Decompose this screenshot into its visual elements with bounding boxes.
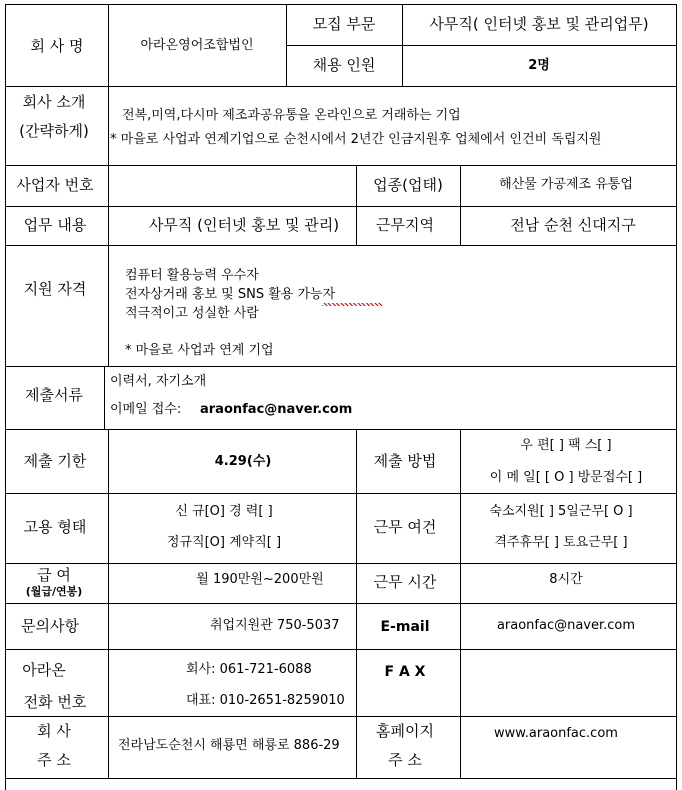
row-divider [286,45,677,46]
hours: 8시간 [549,572,583,587]
phone-label-sub: 전화 번호 [23,693,87,711]
email-label: E-mail [380,619,430,635]
row-divider [5,603,677,604]
col-divider [108,86,109,165]
spellcheck-underline [322,303,382,306]
qualification-label: 지원 자격 [23,280,87,298]
col-divider [108,206,109,245]
recruit-dept-label: 모집 부문 [312,15,376,33]
duty-label: 업무 내용 [23,216,87,234]
intro-text: 전복,미역,다시마 제조과공유통을 온라인으로 거래하는 기업 [122,108,461,123]
col-divider [356,165,357,206]
row-divider [5,493,677,494]
fax-label: F A X [384,664,426,680]
employment-type: 신 규[O] 경 력[ ] [175,504,273,519]
col-divider [356,206,357,245]
region: 전남 순천 신대지구 [510,216,636,234]
row-divider [5,429,677,430]
contact: 취업지원관 750-5037 [210,618,340,633]
documents-label: 제출서류 [25,386,83,404]
table-border-left [5,4,6,790]
table-border-top [5,4,677,5]
row-divider [5,366,677,367]
col-divider [356,603,357,649]
col-divider [108,603,109,649]
representative-phone: 대표: 010-2651-8259010 [186,693,345,708]
homepage-label: 홈페이지 [376,722,434,740]
col-divider [108,563,109,603]
homepage-link[interactable]: www.araonfac.com [494,726,618,741]
col-divider [286,4,287,86]
col-divider [108,165,109,206]
col-divider [460,649,461,716]
intro-label: 회사 소개 [22,93,86,111]
recruit-dept: 사무직( 인터넷 홍보 및 관리업무) [429,15,649,33]
qualification-line: 전자상거래 홍보 및 SNS 활용 가능자 [125,287,336,302]
col-divider [460,493,461,563]
row-divider [5,86,677,87]
method-options: 이 메 일[ [ O ] 방문접수[ ] [489,470,643,485]
qualification-note: * 마을로 사업과 연계 기업 [125,343,274,358]
contact-label: 문의사항 [21,617,79,635]
region-label: 근무지역 [376,216,434,234]
qualification-line: 컴퓨터 활용능력 우수자 [125,268,259,283]
method-label: 제출 방법 [373,452,437,470]
company-phone: 회사: 061-721-6088 [186,662,312,677]
email-submit-prefix: 이메일 접수: [110,402,182,417]
industry: 해산물 가공제조 유통업 [499,177,633,192]
row-divider [5,778,677,779]
conditions: 숙소지원[ ] 5일근무[ O ] [489,504,633,519]
col-divider [108,649,109,716]
intro-note: * 마을로 사업과 연계기업으로 순천시에서 2년간 인금지원후 업체에서 인건비 독립지원 [110,132,602,147]
employment-contract: 정규직[O] 계약직[ ] [166,535,282,550]
phone-label: 아라온 [22,661,66,679]
col-divider [460,563,461,603]
employment-label: 고용 형태 [23,518,87,536]
col-divider [108,4,109,86]
address-label-sub: 주 소 [37,751,71,769]
documents-list: 이력서, 자기소개 [110,374,207,389]
col-divider [460,603,461,649]
col-divider [104,366,105,429]
row-divider [5,165,677,166]
col-divider [108,716,109,778]
col-divider [460,716,461,778]
col-divider [356,649,357,716]
salary: 월 190만원~200만원 [196,572,324,587]
intro-label-sub: (간략하게) [19,122,89,140]
headcount-label: 채용 인원 [312,56,376,74]
col-divider [356,493,357,563]
table-border-right [676,4,677,790]
address: 전라남도순천시 해룡면 해룡로 886-29 [118,738,340,753]
row-divider [5,245,677,246]
conditions-label: 근무 여건 [373,518,437,536]
address-label: 회 사 [37,722,71,740]
method-options: 우 편[ ] 팩 스[ ] [520,438,612,453]
industry-label: 업종(업태) [373,176,443,194]
row-divider [5,563,677,564]
salary-label: 급 여 [37,566,71,584]
headcount: 2명 [528,58,550,73]
col-divider [460,206,461,245]
biz-no-label: 사업자 번호 [16,176,94,194]
col-divider [460,429,461,493]
row-divider [5,716,677,717]
col-divider [108,429,109,493]
salary-label-sub: (월급/연봉) [25,585,83,598]
row-divider [5,649,677,650]
email-submit-address: araonfac@naver.com [200,402,353,417]
qualification-line: 적극적이고 성실한 사람 [125,306,259,321]
homepage-label-sub: 주 소 [388,751,422,769]
deadline: 4.29(수) [214,454,272,469]
company-name: 아라온영어조합법인 [140,38,254,53]
col-divider [108,245,109,366]
col-divider [460,165,461,206]
conditions: 격주휴무[ ] 토요근무[ ] [494,535,628,550]
col-divider [108,493,109,563]
hours-label: 근무 시간 [373,573,437,591]
deadline-label: 제출 기한 [23,452,87,470]
company-name-label: 회 사 명 [30,37,84,55]
row-divider [5,206,677,207]
col-divider [402,4,403,86]
col-divider [356,716,357,778]
duty: 사무직 (인터넷 홍보 및 관리) [148,216,340,234]
email: araonfac@naver.com [496,618,636,633]
col-divider [356,429,357,493]
col-divider [356,563,357,603]
